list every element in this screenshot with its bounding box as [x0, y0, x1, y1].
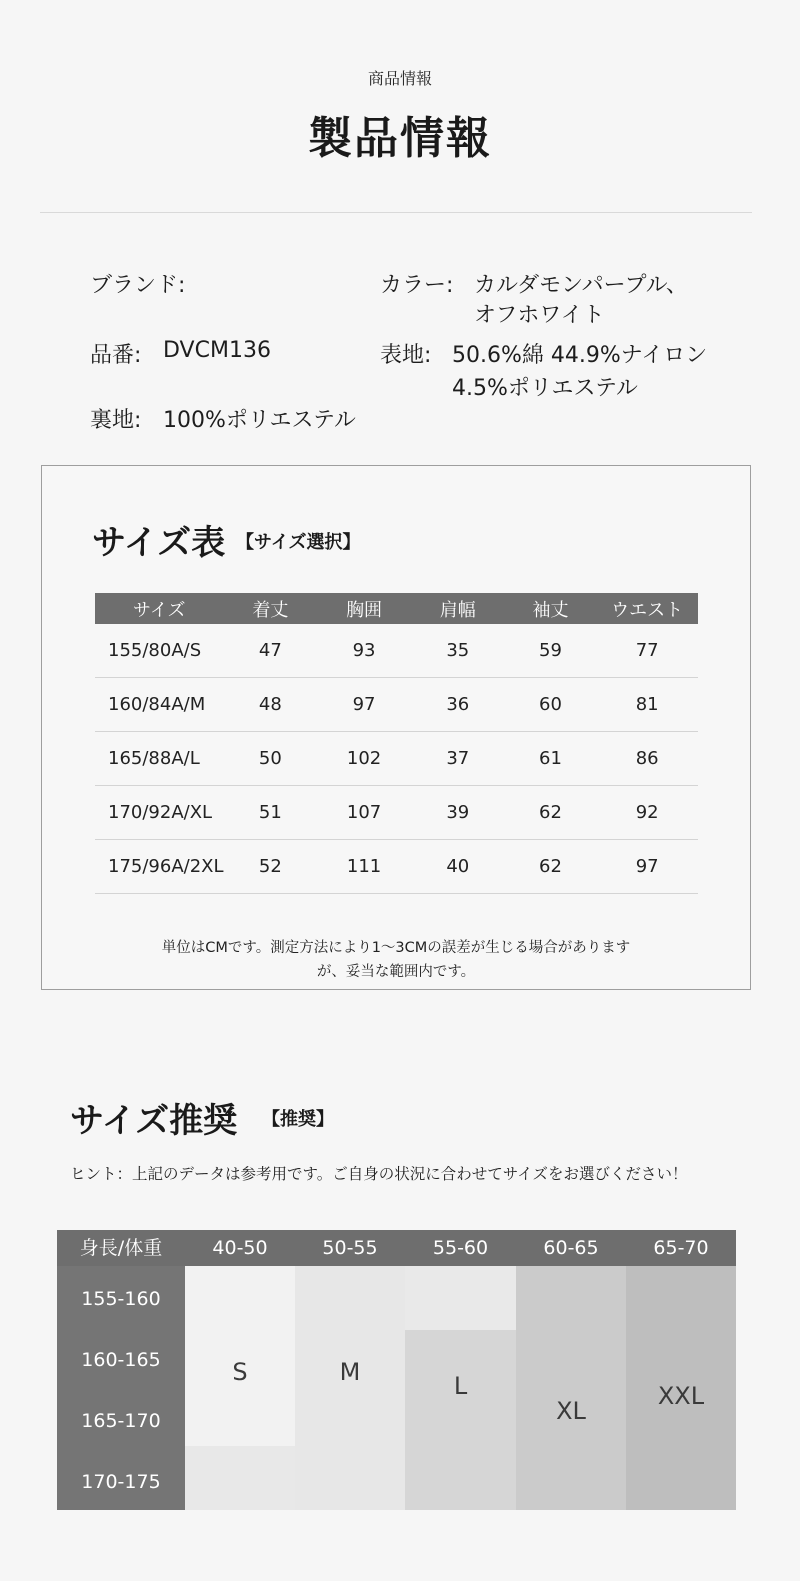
recommend-title: サイズ推奨 [70, 1101, 238, 1141]
table-row [95, 840, 698, 894]
cell: 59 [505, 624, 597, 678]
cell: 48 [224, 678, 318, 732]
model-value: DVCM136 [163, 338, 271, 363]
weight-header: 60-65 [516, 1230, 626, 1266]
cell: 40 [411, 840, 505, 894]
size-block-xl [516, 1266, 626, 1510]
column-header: 胸囲 [317, 593, 411, 624]
size-block-m [295, 1266, 405, 1510]
size-note [41, 936, 751, 984]
size-note-line1: 単位はCMです。測定方法により1～3CMの誤差が生じる場合があります [161, 940, 631, 956]
lining-label: 裏地: [90, 408, 142, 433]
cell: 111 [317, 840, 411, 894]
size-chart-title: サイズ表 [92, 523, 226, 563]
cell: 93 [317, 624, 411, 678]
cell: 107 [317, 786, 411, 840]
size-label-xxl: XXL [657, 1382, 705, 1410]
cell: 60 [505, 678, 597, 732]
height-label: 160-165 [81, 1349, 161, 1371]
size-label-m: M [339, 1358, 361, 1386]
size-table [95, 593, 698, 894]
divider [40, 212, 752, 213]
cell: 51 [224, 786, 318, 840]
table-row [95, 732, 698, 786]
cell: 170/92A/XL [95, 786, 224, 840]
cell: 47 [224, 624, 318, 678]
cell: 86 [596, 732, 698, 786]
column-header: サイズ [95, 593, 224, 624]
color-value-line2: オフホワイト [474, 303, 605, 328]
size-table-header [95, 593, 698, 624]
column-header: 袖丈 [505, 593, 597, 624]
cell: 62 [505, 786, 597, 840]
corner-label: 身長/体重 [57, 1230, 185, 1266]
cell: 97 [317, 678, 411, 732]
cell: 97 [596, 840, 698, 894]
page-subtitle: 商品情報 [367, 69, 432, 88]
grid-cell [405, 1266, 516, 1330]
cell: 35 [411, 624, 505, 678]
size-recommend-grid [57, 1230, 736, 1510]
cell: 52 [224, 840, 318, 894]
color-label: カラー: [380, 273, 454, 298]
table-row [95, 678, 698, 732]
recommend-hint: ヒント：上記のデータは参考用です。ご自身の状況に合わせてサイズをお選びください！ [70, 1165, 688, 1183]
cell: 36 [411, 678, 505, 732]
weight-header: 50-55 [295, 1230, 405, 1266]
color-value-line1: カルダモンパープル、 [474, 273, 688, 298]
model-label: 品番: [90, 343, 142, 368]
size-label-s: S [232, 1358, 248, 1386]
cell: 155/80A/S [95, 624, 224, 678]
size-note-line2: が、妥当な範囲内です。 [316, 964, 476, 980]
height-label: 165-170 [81, 1410, 161, 1432]
page-title: 製品情報 [308, 113, 492, 164]
cell: 160/84A/M [95, 678, 224, 732]
weight-header: 55-60 [405, 1230, 516, 1266]
cell: 165/88A/L [95, 732, 224, 786]
cell: 77 [596, 624, 698, 678]
column-header: ウエスト [596, 593, 698, 624]
cell: 92 [596, 786, 698, 840]
column-header: 着丈 [224, 593, 318, 624]
fabric-value-line1: 50.6%綿 44.9%ナイロン [452, 343, 708, 368]
cell: 50 [224, 732, 318, 786]
size-block-s [185, 1266, 295, 1446]
recommend-subtitle: 【推奨】 [262, 1109, 334, 1130]
cell: 102 [317, 732, 411, 786]
lining-value: 100%ポリエステル [163, 408, 356, 433]
grid-cell [185, 1446, 295, 1510]
cell: 61 [505, 732, 597, 786]
height-label: 170-175 [81, 1471, 161, 1493]
weight-header: 40-50 [185, 1230, 295, 1266]
cell: 39 [411, 786, 505, 840]
column-header: 肩幅 [411, 593, 505, 624]
cell: 81 [596, 678, 698, 732]
cell: 175/96A/2XL [95, 840, 224, 894]
size-block-l [405, 1330, 516, 1510]
table-row [95, 786, 698, 840]
size-label-l: L [453, 1372, 468, 1400]
fabric-value-line2: 4.5%ポリエステル [452, 376, 638, 401]
height-label: 155-160 [81, 1288, 161, 1310]
size-chart-subtitle: 【サイズ選択】 [236, 532, 361, 553]
cell: 62 [505, 840, 597, 894]
fabric-label: 表地: [380, 343, 432, 368]
brand-label: ブランド: [90, 273, 186, 298]
weight-header: 65-70 [626, 1230, 736, 1266]
cell: 37 [411, 732, 505, 786]
table-row [95, 624, 698, 678]
size-label-xl: XL [556, 1397, 586, 1425]
